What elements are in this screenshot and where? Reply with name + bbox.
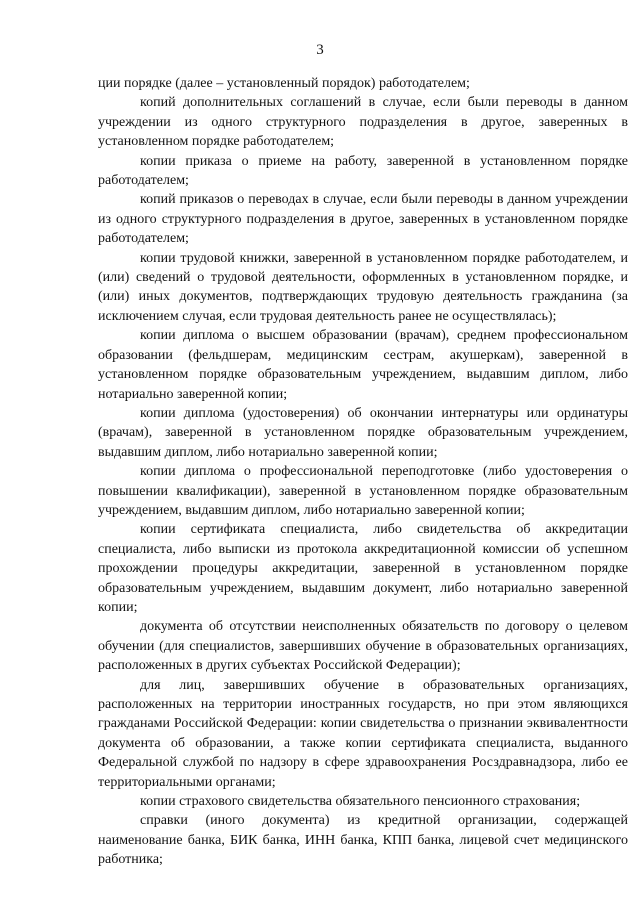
paragraph: справки (иного документа) из кредитной организации, содержащей наименование банка, БИК банка, ИНН банка, КПП банка, лицевой счет медицинского работника; <box>98 813 628 868</box>
paragraph: копии страхового свидетельства обязательного пенсионного страхования; <box>140 794 581 810</box>
paragraph: копии сертификата специалиста, либо свидетельства об аккредитации специалиста, либо выписки из протокола аккредитационной комиссии об успешном прохождении процедуры аккредитации, заверенной в установленном порядке образовательным учреждением, выдавшим документ, либо нотариально заверенной копии; <box>98 522 628 615</box>
paragraph: копий дополнительных соглашений в случае, если были переводы в данном учреждении из одного структурного подразделения в другое, заверенных в установленном порядке работодателем; <box>98 95 628 150</box>
paragraph: копии диплома о профессиональной переподготовке (либо удостоверения о повышении квалификации), заверенной в установленном порядке образовательным учреждением, выдавшим диплом, либо нотариально заверенной копии; <box>98 464 628 518</box>
paragraph: для лиц, завершивших обучение в образовательных организациях, расположенных на территории иностранных государств, но при этом являющихся гражданами Российской Федерации: копии свидетельства о признании эквивалентности документа об образовании, а также копии сертификата специалиста, выданного Федеральной службой по надзору в сфере здравоохранения Росздравнадзора, либо ее территориальными органами; <box>98 677 628 790</box>
page-number: 3 <box>316 42 324 58</box>
paragraph: ции порядке (далее – установленный порядок) работодателем; <box>98 76 470 91</box>
paragraph: копии диплома о высшем образовании (врачам), среднем профессиональном образовании (фельдшерам, медицинским сестрам, акушеркам), заверенной в установленном порядке образовательным учреждением, выдавшим диплом, либо нотариально заверенной копии; <box>98 328 628 402</box>
document-body <box>98 74 628 870</box>
paragraph: копий приказов о переводах в случае, если были переводы в данном учреждении из одного структурного подразделения в другое, заверенных в установленном порядке работодателем; <box>98 192 628 247</box>
paragraph: копии приказа о приеме на работу, заверенной в установленном порядке работодателем; <box>98 153 628 189</box>
paragraph: документа об отсутствии неисполненных обязательств по договору о целевом обучении (для специалистов, завершивших обучение в образовательных организациях, расположенных в других субъектах Российской Федерации); <box>98 619 628 674</box>
paragraph: копии диплома (удостоверения) об окончании интернатуры или ординатуры (врачам), заверенной в установленном порядке образовательным учреждением, выдавшим диплом, либо нотариально заверенной копии; <box>98 405 628 460</box>
paragraph: копии трудовой книжки, заверенной в установленном порядке работодателем, и (или) сведений о трудовой деятельности, оформленных в установленном порядке, и (или) иных документов, подтверждающих трудовую деятельность гражданина (за исключением случая, если трудовая деятельность ранее не осуществлялась); <box>98 250 628 324</box>
